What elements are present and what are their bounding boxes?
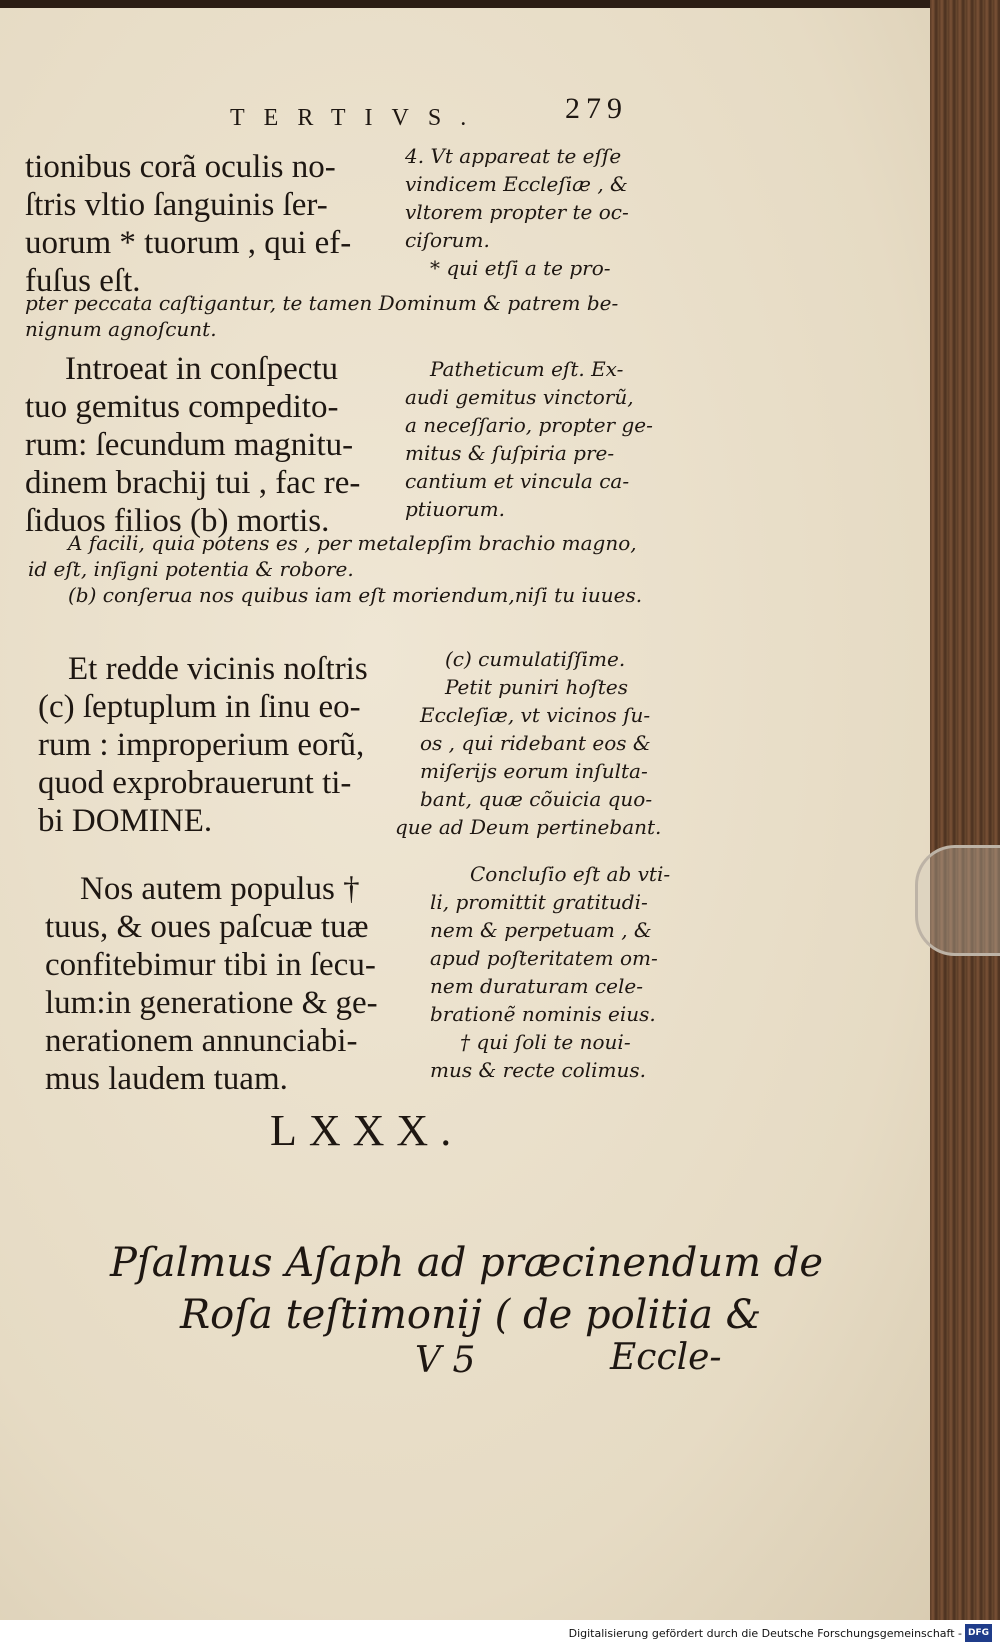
commentary-line: Petit puniri hoſtes [445, 675, 628, 699]
commentary-line: ptiuorum. [405, 497, 505, 521]
main-line: tionibus corã oculis no- [25, 149, 336, 185]
commentary-line: (c) cumulatiſſime. [445, 647, 626, 671]
commentary-line: ciſorum. [405, 228, 490, 252]
commentary-line: cantium et vincula ca- [405, 469, 630, 493]
commentary-block-3 [395, 645, 685, 841]
main-line: bi DOMINE. [38, 803, 213, 839]
commentary-wide-2 [28, 530, 642, 608]
main-line: (c) ſeptuplum in ſinu eo- [38, 689, 361, 725]
main-line: nerationem annunciabi- [45, 1023, 358, 1059]
main-text-block-1 [25, 148, 415, 300]
main-line: ſiduos filios (b) mortis. [25, 503, 330, 539]
main-line: quod exprobrauerunt ti- [38, 765, 352, 801]
digitization-credit: Digitalisierung gefördert durch die Deutsche Forschungsgemeinschaft - [568, 1627, 962, 1640]
commentary-line: a neceſſario, propter ge- [405, 413, 653, 437]
commentary-line: Eccleſiæ, vt vicinos ſu- [420, 703, 651, 727]
page-clip [915, 845, 1000, 956]
running-title: TERTIVS. [230, 105, 486, 131]
commentary-line: A facili, quia potens es , per metalepſim brachio magno, [68, 531, 637, 555]
commentary-line: bant, quæ cõuicia quo- [420, 787, 653, 811]
commentary-line: (b) conſerua nos quibus iam eſt moriendum,niſi tu iuues. [68, 583, 643, 607]
psalm-title-line: Roſa teſtimonij ( de politia & [180, 1292, 762, 1338]
main-line: rum: ſecundum magnitu- [25, 427, 354, 463]
commentary-line: nignum agnoſcunt. [25, 317, 217, 341]
commentary-line: audi gemitus vinctorũ, [405, 385, 634, 409]
commentary-wide-1 [25, 290, 618, 342]
psalm-title-line: Pſalmus Aſaph ad præcinendum de [110, 1240, 824, 1286]
main-line: rum : improperium eorũ, [38, 727, 365, 763]
main-line: Introeat in conſpectu [65, 351, 339, 387]
commentary-line: † qui ſoli te noui- [460, 1030, 631, 1054]
main-line: fuſus eſt. [25, 263, 141, 299]
main-line: uorum * tuorum , qui ef- [25, 225, 352, 261]
commentary-line: mitus & ſuſpiria pre- [405, 441, 615, 465]
main-line: tuo gemitus compedito- [25, 389, 339, 425]
signature-mark: V 5 [415, 1340, 476, 1381]
commentary-line: vindicem Eccleſiæ , & [405, 172, 628, 196]
catchword: Eccle- [610, 1337, 722, 1378]
main-text-block-2 [25, 350, 415, 540]
commentary-block-2 [405, 355, 685, 523]
commentary-line: vltorem propter te oc- [405, 200, 629, 224]
commentary-line: Concluſio eſt ab vti- [470, 862, 671, 886]
page-number: 279 [565, 92, 628, 125]
commentary-line: miſerijs eorum inſulta- [420, 759, 648, 783]
commentary-line: id eſt, inſigni potentia & robore. [28, 557, 354, 581]
main-line: ſtris vltio ſanguinis ſer- [25, 187, 328, 223]
commentary-line: nem duraturam cele- [430, 974, 643, 998]
dfg-logo-icon: DFG [965, 1624, 992, 1642]
main-line: dinem brachij tui , fac re- [25, 465, 361, 501]
main-line: mus laudem tuam. [45, 1061, 288, 1097]
commentary-line: * qui etſi a te pro- [430, 256, 611, 280]
commentary-line: nem & perpetuam , & [430, 918, 652, 942]
commentary-line: que ad Deum pertinebant. [395, 815, 662, 839]
commentary-block-1 [405, 142, 685, 282]
main-line: lum:in generatione & ge- [45, 985, 378, 1021]
psalm-number: LXXX. [270, 1106, 464, 1155]
main-text-block-4 [45, 870, 435, 1098]
commentary-line: brationẽ nominis eius. [430, 1002, 656, 1026]
main-line: confitebimur tibi in ſecu- [45, 947, 376, 983]
commentary-line: os , qui ridebant eos & [420, 731, 651, 755]
main-text-block-3 [38, 650, 428, 840]
commentary-line: 4. Vt appareat te eſſe [405, 144, 622, 168]
main-line: Nos autem populus † [80, 871, 360, 907]
commentary-line: Patheticum eſt. Ex- [430, 357, 624, 381]
book-edge [930, 0, 1000, 1620]
commentary-line: mus & recte colimus. [430, 1058, 646, 1082]
commentary-line: pter peccata caſtigantur, te tamen Dominum & patrem be- [25, 291, 619, 315]
commentary-line: apud poſteritatem om- [430, 946, 658, 970]
commentary-line: li, promittit gratitudi- [430, 890, 648, 914]
commentary-block-4 [430, 860, 710, 1084]
main-line: tuus, & oues paſcuæ tuæ [45, 909, 369, 945]
main-line: Et redde vicinis noſtris [68, 651, 368, 687]
